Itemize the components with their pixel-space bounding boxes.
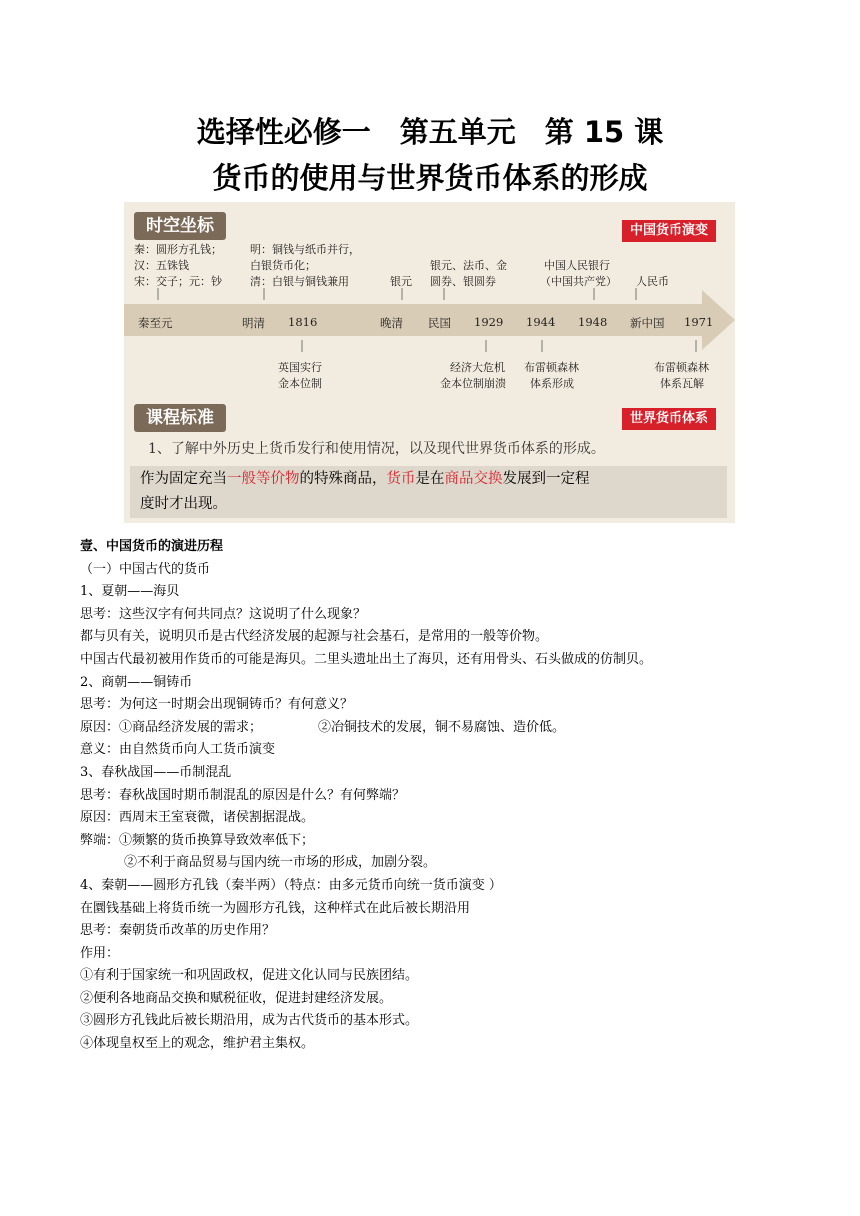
text-line: 在圜钱基础上将货币统一为圆形方孔钱，这种样式在此后被长期沿用 xyxy=(80,900,471,916)
text-line: 作用： xyxy=(80,945,120,961)
reason-one: 原因：①商品经济发展的需求； xyxy=(80,719,263,735)
text-line: 都与贝有关，说明贝币是古代经济发展的起源与社会基石，是常用的一般等价物。 xyxy=(80,629,549,645)
node-qin-yuan: 秦至元 xyxy=(138,316,173,330)
node-new-china: 新中国 xyxy=(630,316,665,330)
text-line: 弊端：①频繁的货币换算导致效率低下； xyxy=(80,832,315,848)
label-pboc: 中国人民银行 xyxy=(544,259,610,272)
page-title-line1: 选择性必修一 第五单元 第 15 课 xyxy=(196,115,664,149)
node-1929: 1929 xyxy=(474,315,504,329)
header-standard: 课程标准 xyxy=(134,404,226,432)
text-line: 中国古代最初被用作货币的可能是海贝。二里头遗址出土了海贝，还有用骨头、石头做成的仿制贝。 xyxy=(80,651,653,667)
label-crisis1: 经济大危机 xyxy=(450,361,505,374)
timeline-arrow xyxy=(124,286,735,416)
subsection-heading: （一）中国古代的货币 xyxy=(80,561,211,577)
def-text: 发展到一定程 xyxy=(502,471,590,487)
item-heading: 2、商朝——铜铸币 xyxy=(80,674,193,690)
tag-world-currency: 世界货币体系 xyxy=(622,408,716,430)
timeline-figure xyxy=(124,202,735,523)
page-title-line2: 货币的使用与世界货币体系的形成 xyxy=(212,161,648,195)
label-qin: 秦：圆形方孔钱； xyxy=(134,243,222,256)
text-line: ①有利于国家统一和巩固政权，促进文化认同与民族团结。 xyxy=(80,968,419,984)
label-ming: 明：铜钱与纸币并行， xyxy=(250,243,360,256)
label-rmb: 人民币 xyxy=(636,275,669,288)
def-text: 作为固定充当 xyxy=(140,471,227,487)
label-yinyuan: 银元 xyxy=(390,275,412,288)
node-ming-qing: 明清 xyxy=(242,316,265,330)
def-text: 度时才出现。 xyxy=(140,496,227,512)
label-uk-gold1: 英国实行 xyxy=(278,361,322,374)
text-line: 思考：春秋战国时期币制混乱的原因是什么？有何弊端？ xyxy=(80,787,406,803)
label-uk-gold2: 金本位制 xyxy=(278,377,322,390)
node-1816: 1816 xyxy=(288,315,318,329)
text-line: 思考：这些汉字有何共同点？这说明了什么现象？ xyxy=(80,606,367,622)
definition-box xyxy=(130,466,727,518)
text-line: ③圆形方孔钱此后被长期沿用，成为古代货币的基本形式。 xyxy=(80,1013,419,1029)
standard-text: 1、了解中外历史上货币发行和使用情况，以及现代世界货币体系的形成。 xyxy=(148,441,605,457)
label-bw-form1: 布雷顿森林 xyxy=(524,361,579,374)
section-heading: 壹、中国货币的演进历程 xyxy=(80,539,224,554)
label-bw-end1: 布雷顿森林 xyxy=(654,361,709,374)
text-line: 思考：为何这一时期会出现铜铸币？有何意义？ xyxy=(80,697,354,713)
reason-two: ②冶铜技术的发展，铜不易腐蚀、造价低。 xyxy=(318,719,566,735)
node-1944: 1944 xyxy=(526,315,556,329)
text-line: 思考：秦朝货币改革的历史作用？ xyxy=(80,923,276,939)
label-crisis2: 金本位制崩溃 xyxy=(440,377,506,390)
label-minguo1: 银元、法币、金 xyxy=(430,259,507,272)
text-line: ④体现皇权至上的观念，维护君主集权。 xyxy=(80,1036,315,1052)
node-1971: 1971 xyxy=(684,315,714,329)
def-highlight: 商品交换 xyxy=(444,471,503,487)
node-minguo: 民国 xyxy=(428,316,451,330)
text-line: ②不利于商品贸易与国内统一市场的形成，加剧分裂。 xyxy=(124,855,437,871)
node-late-qing: 晚清 xyxy=(380,316,403,330)
item-heading: 4、秦朝——圆形方孔钱（秦半两）（特点：由多元货币向统一货币演变 ） xyxy=(80,877,502,893)
label-song: 宋：交子；元：钞 xyxy=(134,275,222,288)
text-line: ②便利各地商品交换和赋税征收，促进封建经济发展。 xyxy=(80,990,393,1006)
label-han: 汉：五铢钱 xyxy=(134,259,189,272)
label-bw-end2: 体系瓦解 xyxy=(660,377,704,390)
node-1948: 1948 xyxy=(578,315,608,329)
label-ccp: （中国共产党） xyxy=(540,275,617,288)
item-heading: 1、夏朝——海贝 xyxy=(80,584,180,600)
label-qing: 清：白银与铜钱兼用 xyxy=(250,275,349,288)
def-highlight: 一般等价物 xyxy=(227,471,300,487)
item-heading: 3、春秋战国——币制混乱 xyxy=(80,764,232,780)
text-line: 意义：由自然货币向人工货币演变 xyxy=(80,742,276,758)
text-line xyxy=(80,717,840,740)
header-timeline: 时空坐标 xyxy=(134,212,226,240)
def-highlight: 货币 xyxy=(386,471,416,487)
label-bw-form2: 体系形成 xyxy=(530,377,574,390)
def-text: 的特殊商品， xyxy=(299,471,387,487)
text-line: 原因：西周末王室衰微，诸侯割据混战。 xyxy=(80,810,315,826)
label-ming2: 白银货币化； xyxy=(250,259,316,272)
label-minguo2: 圆券、银圆券 xyxy=(430,275,496,288)
tag-china-currency: 中国货币演变 xyxy=(622,220,716,242)
document-body xyxy=(80,536,840,1056)
def-text: 是在 xyxy=(415,471,445,487)
